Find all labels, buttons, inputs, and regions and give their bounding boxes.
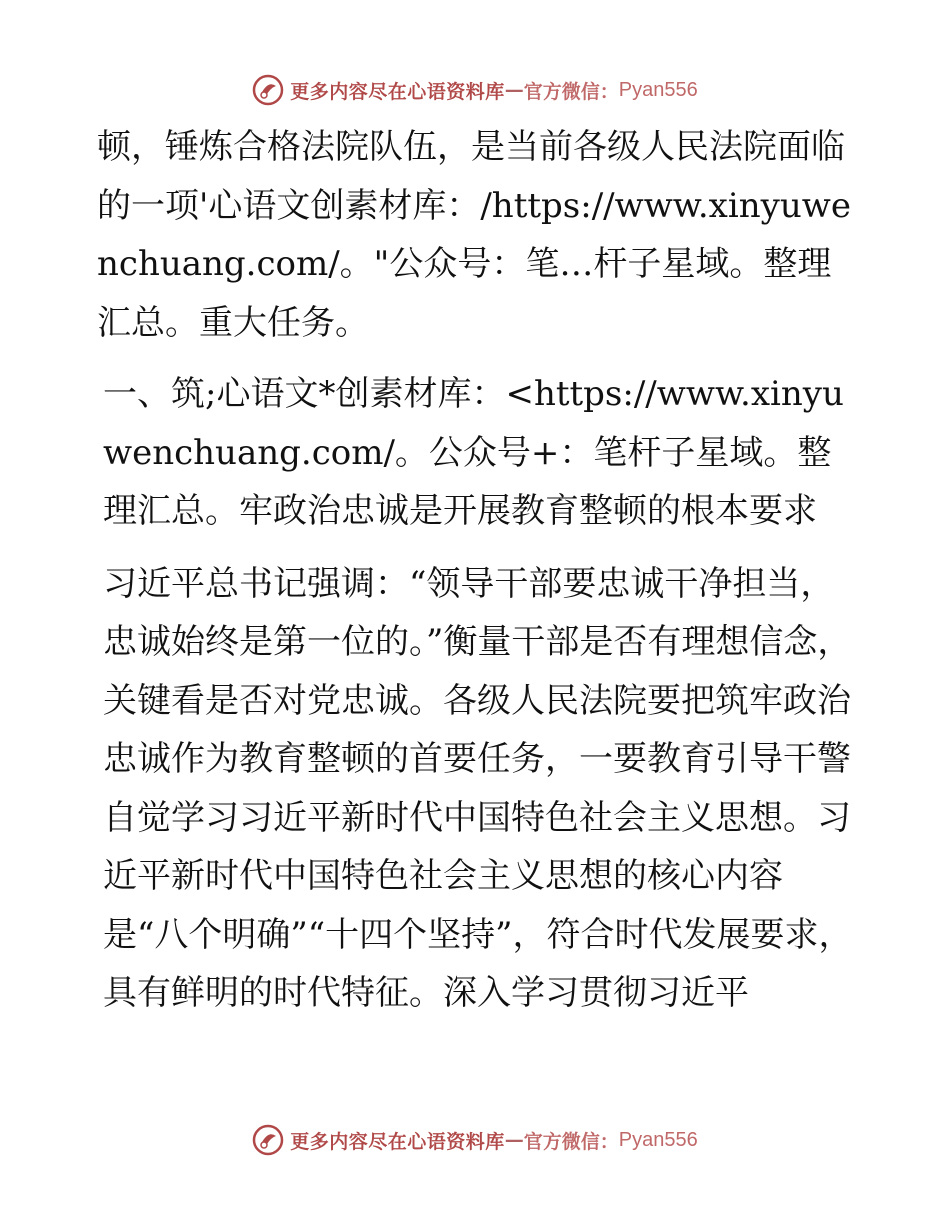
footer-watermark-banner <box>0 1120 950 1160</box>
header-dash: — <box>504 79 524 101</box>
document-body <box>97 118 857 1037</box>
footer-dash: — <box>504 1129 524 1151</box>
xinyu-logo-icon <box>252 74 284 106</box>
xinyu-logo-icon <box>252 1124 284 1156</box>
header-wechat-id: Pyan556 <box>618 78 698 101</box>
footer-wechat-label: 官方微信： <box>523 1130 619 1153</box>
header-wechat-label: 官方微信： <box>523 80 619 103</box>
header-site-text: 更多内容尽在心语资料库 <box>290 80 505 103</box>
body-paragraph: 顿，锤炼合格法院队伍，是当前各级人民法院面临的一项'心语文创素材库：/https://www.xinyuwenchuang.com/。"公众号：笔…杆子星域。整理汇总。重大任务。 <box>97 127 851 343</box>
body-paragraph: 习近平总书记强调：“领导干部要忠诚干净担当，忠诚始终是第一位的。”衡量干部是否有理想信念，关键看是否对党忠诚。各级人民法院要把筑牢政治忠诚作为教育整顿的首要任务，一要教育引导干警自觉学习习近平新时代中国特色社会主义思想。习近平新时代中国特色社会主义思想的核心内容是“八个明确”“十四个坚持”，符合时代发展要求，具有鲜明的时代特征。深入学习贯彻习近平 <box>103 563 853 1013</box>
section-heading: 一、筑;心语文*创素材库：<https://www.xinyuwenchuang.com/。公众号+：笔杆子星域。整理汇总。牢政治忠诚是开展教育整顿的根本要求 <box>103 374 844 531</box>
header-watermark-banner <box>0 70 950 110</box>
footer-wechat-id: Pyan556 <box>618 1128 698 1151</box>
footer-site-text: 更多内容尽在心语资料库 <box>290 1130 505 1153</box>
